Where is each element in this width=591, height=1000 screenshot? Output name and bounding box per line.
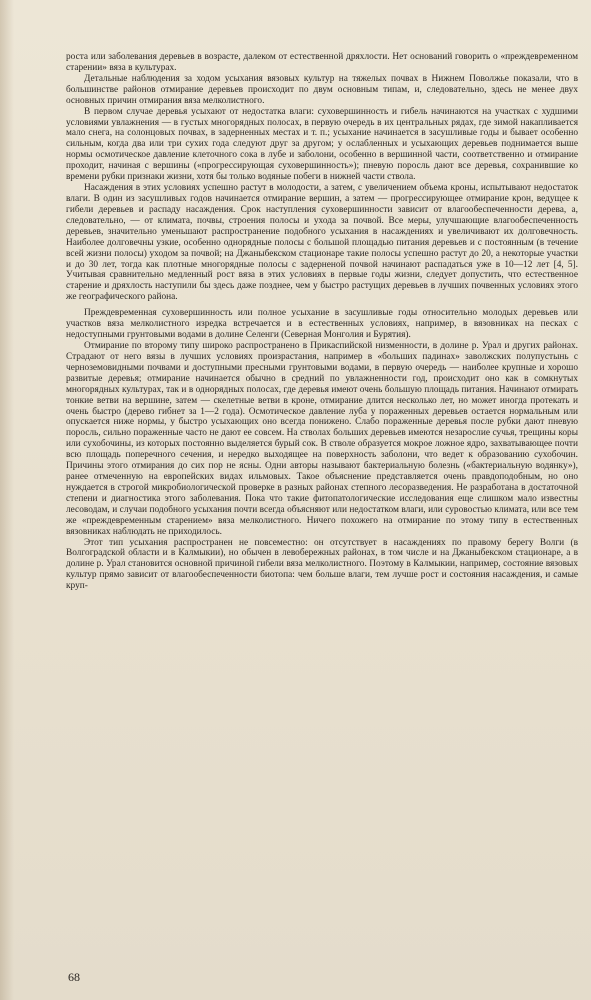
paragraph-6: Отмирание по второму типу широко распространено в Прикаспийской низменности, в долине р. Урал и других районах. Страдают от него вязы в лучших условиях произрастания, например в «больших падинах» заволжских полупустынь с черноземовидными почвами и доступными пресными грунтовыми водами, в первую очередь — наиболее крупные и хорошо развитые деревья; отмирание начинается обычно в средний по увлажненности год, происходит оно как в сомкнутых многорядных культурах, так и в однорядных полосах, где деревья имеют очень большую площадь питания. Начинают отмирать тонкие ветви на вершине, затем — скелетные ветви в кроне, отмирание длится несколько лет, но может иногда протекать и очень быстро (дерево гибнет за 1—2 года). Осмотическое давление луба у пораженных деревьев остается нормальным или опускается ниже нормы, у быстро усыхающих оно всегда понижено. Слабо пораженные деревья после рубки дают пневую поросль, сильно пораженные часто не дают ее совсем. На стволах больших деревьев имеются незарослие сучья, трещины коры или сухобочины, из которых постоянно выделяется бурый сок. В стволе образуется мокрое ложное ядро, захватывающее почти всю площадь поперечного сечения, и нередко выходящее на поверхность заболони, что ведет к образованию сухобочин. Причины этого отмирания до сих пор не ясны. Одни авторы называют бактериальную болезнь («бактериальную водянку»), ранее отмеченную на европейских видах ильмовых. Такое объяснение представляется очень правдоподобным, но оно нуждается в строгой микробиологической проверке в разных районах степного лесоразведения. Не разработана в достаточной степени и диагностика этого заболевания. Пока что такие фитопатологические исследования еще слишком мало известны лесоводам, и случаи подобного усыхания почти всегда объясняют или недостатком влаги, или суровостью климата, или все тем же «преждевременным старением» вяза мелколистного. Ничего похожего на отмирание по этому типу в естественных вязовниках наблюдать не приходилось. bbox=[66, 340, 578, 537]
body-text bbox=[66, 52, 578, 592]
paragraph-2: Детальные наблюдения за ходом усыхания вязовых культур на тяжелых почвах в Нижнем Поволжье показали, что в большинстве районов отмирание деревьев происходит по двум основным типам, и, следовательно, здесь не менее двух основных причин отмирания вяза мелколистного. bbox=[66, 73, 578, 106]
page-number: 68 bbox=[68, 970, 80, 984]
paragraph-7: Этот тип усыхания распространен не повсеместно: он отсутствует в насаждениях по правому берегу Волги (в Волгоградской области и в Калмыкии), но обычен в левобережных районах, в том числе и на Джаныбекском стационаре, а в долине р. Урал становится основной причиной гибели вяза мелколистного. Поэтому в Калмыкии, например, состояние вязовых культур прямо зависит от влагообеспеченности биотопа: чем больше влаги, тем лучше рост и состояния насаждения, и самые круп- bbox=[66, 537, 578, 592]
paragraph-5: Преждевременная суховершинность или полное усыхание в засушливые годы относительно молодых деревьев или участков вяза мелколистного изредка встречается и в естественных условиях, например, в вязовниках на песках с недоступными грунтовыми водами в долине Селенги (Северная Монголия и Бурятия). bbox=[66, 308, 578, 341]
paragraph-1: роста или заболевания деревьев в возрасте, далеком от естественной дряхлости. Нет оснований говорить о «преждевременном старении» вяза в культурах. bbox=[66, 52, 578, 73]
paragraph-4: Насаждения в этих условиях успешно растут в молодости, а затем, с увеличением объема кроны, испытывают недостаток влаги. В один из засушливых годов начинается отмирание вершин, а затем — прогрессирующее отмирание крон, ведущее к гибели деревьев и распаду насаждения. Срок наступления суховершинности зависит от влагообеспеченности дерева, а, следовательно, — от климата, почвы, строения полосы и ухода за почвой. Все меры, улучшающие влагообеспеченность деревьев, значительно уменьшают распространение подобного усыхания в насаждениях и увеличивают их долговечность. Наиболее долговечны узкие, особенно однорядные полосы с большой площадью питания деревьев и с постоянным (в течение всей жизни полосы) уходом за почвой; на Джаныбекском стационаре такие полосы успешно растут до 20, а некоторые участки и до 30 лет, тогда как плотные многорядные полосы с задерненой почвой начинают распадаться уже в 10—12 лет [4, 5]. Учитывая сравнительно медленный рост вяза в этих условиях в первые годы жизни, следует допустить, что естественное старение и дряхлость наступили бы здесь даже позднее, чем у быстро растущих деревьев в лучших почвенных условиях этого же географического района. bbox=[66, 183, 578, 303]
paragraph-3: В первом случае деревья усыхают от недостатка влаги: суховершинность и гибель начинаются на участках с худшими условиями увлажнения — в густых многорядных полосах, в первую очередь в их центральных рядах, где зимой накапливается мало снега, на солонцовых почвах, в задерненных местах и т. п.; усыхание начинается в засушливые годы и бывает особенно сильным, когда два или три сухих года следуют друг за другом; у ослабленных и усыхающих деревьев поднимается выше нормы осмотическое давление клеточного сока в лубе и заболони, особенно в вершинной части, соответственно и отмирание проходит, начиная с вершины («прогрессирующая суховершинность»); пневую поросль дают все деревья, сохранившие ко времени рубки признаки жизни, хотя бы только водяные побеги в нижней части ствола. bbox=[66, 106, 578, 183]
